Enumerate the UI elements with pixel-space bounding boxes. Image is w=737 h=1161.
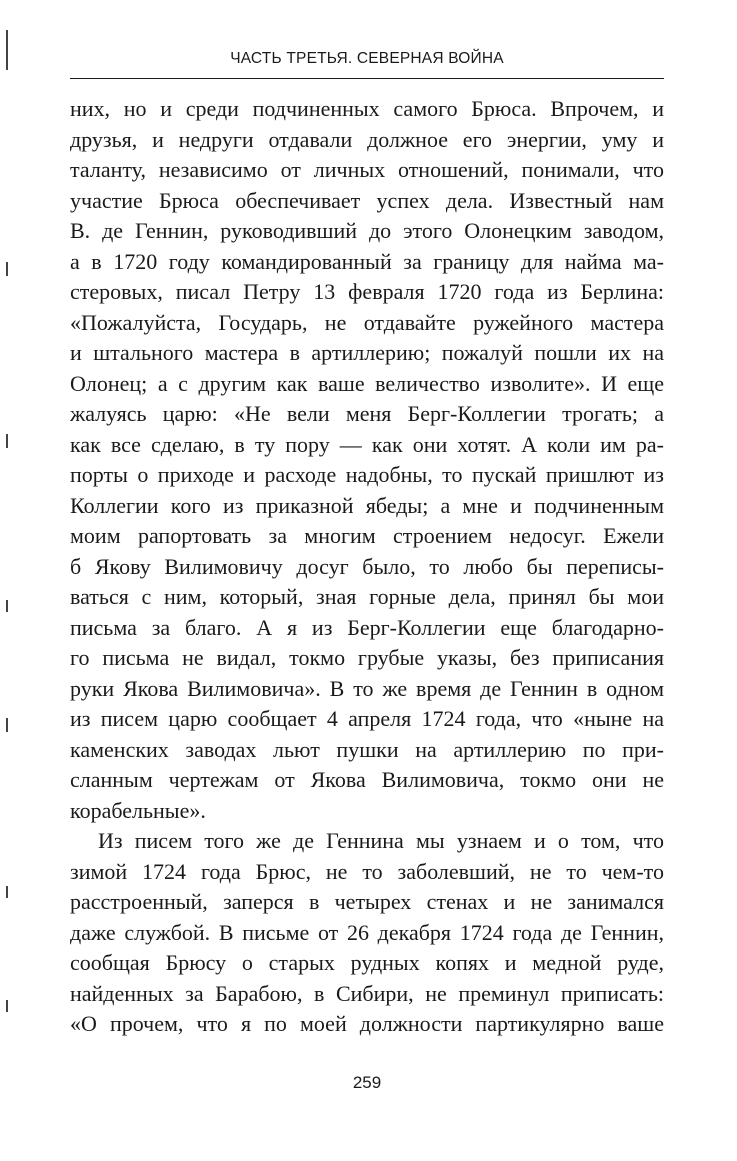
text-line: а в 1720 году командированный за границу для найма ма- (70, 248, 664, 274)
header-rule (70, 78, 664, 79)
text-line: зимой 1724 года Брюс, не то заболевший, не то чем-то (70, 858, 664, 884)
text-line: «Пожалуйста, Государь, не отдавайте ружейного мастера (70, 309, 664, 335)
text-line: Олонец; а с другим как ваше величество изволите». И еще (70, 370, 664, 396)
text-line: даже службой. В письме от 26 декабря 1724 года де Геннин, (70, 919, 664, 945)
page-number: 259 (352, 1073, 382, 1092)
text-line: руки Якова Вилимовича». В то же время де Геннин в одном (70, 675, 664, 701)
text-line: и штального мастера в артиллерию; пожалуй пошли их на (70, 340, 664, 365)
text-line: корабельные». (70, 797, 206, 823)
text-line: жалуясь царю: «Не вели меня Берг-Коллегии трогать; а (70, 401, 664, 426)
running-title: ЧАСТЬ ТРЕТЬЯ. СЕВЕРНАЯ ВОЙНА (230, 50, 504, 67)
text-line: как все сделаю, в ту пору — как они хотят. А коли им ра- (70, 431, 664, 457)
scan-edge-mark (6, 30, 8, 70)
text-line: Коллегии кого из приказной ябеды; а мне и подчиненным (70, 492, 664, 518)
text-line: сообщая Брюсу о старых рудных копях и медной руде, (70, 950, 664, 975)
paragraph-2 (70, 826, 664, 1040)
text-line: сланным чертежам от Якова Вилимовича, токмо они не (70, 767, 664, 792)
scan-edge-mark (6, 262, 8, 276)
text-line: «О прочем, что я по моей должности партикулярно ваше (70, 1011, 664, 1036)
scan-edge-mark (6, 434, 8, 448)
text-line: б Якову Вилимовичу досуг было, то любо бы переписы- (70, 553, 664, 579)
text-line: из писем царю сообщает 4 апреля 1724 года, что «ныне на (70, 706, 664, 731)
text-line: письма за благо. А я из Берг-Коллегии еще благодарно- (70, 614, 664, 640)
paragraph-1 (70, 94, 664, 826)
scan-edge-mark (6, 886, 8, 898)
scan-edge-mark (6, 600, 8, 612)
text-line: порты о приходе и расходе надобны, то пускай пришлют из (70, 462, 664, 487)
scan-edge-mark (6, 1000, 8, 1012)
text-line: В. де Геннин, руководивший до этого Олонецким заводом, (70, 218, 664, 243)
body-text (70, 94, 664, 1040)
text-line: расстроенный, заперся в четырех стенах и не занимался (70, 889, 664, 914)
text-line: таланту, независимо от личных отношений, понимали, что (70, 157, 664, 182)
scan-edge-mark (6, 718, 8, 732)
text-line: стеровых, писал Петру 13 февраля 1720 года из Берлина: (70, 279, 664, 304)
text-line: го письма не видал, токмо грубые указы, без приписания (70, 645, 664, 670)
text-line: друзья, и недруги отдавали должное его энергии, уму и (70, 126, 664, 152)
text-line: ваться с ним, который, зная горные дела, принял бы мои (70, 584, 664, 609)
text-line: них, но и среди подчиненных самого Брюса. Впрочем, и (70, 96, 664, 121)
text-line: участие Брюса обеспечивает успех дела. Известный нам (70, 187, 664, 213)
text-line: моим рапортовать за многим строением недосуг. Ежели (70, 523, 664, 548)
text-line: найденных за Барабою, в Сибири, не преминул приписать: (70, 980, 664, 1006)
text-line: каменских заводах льют пушки на артиллерию по при- (70, 736, 664, 762)
text-line: Из писем того же де Геннина мы узнаем и о том, что (98, 828, 664, 853)
